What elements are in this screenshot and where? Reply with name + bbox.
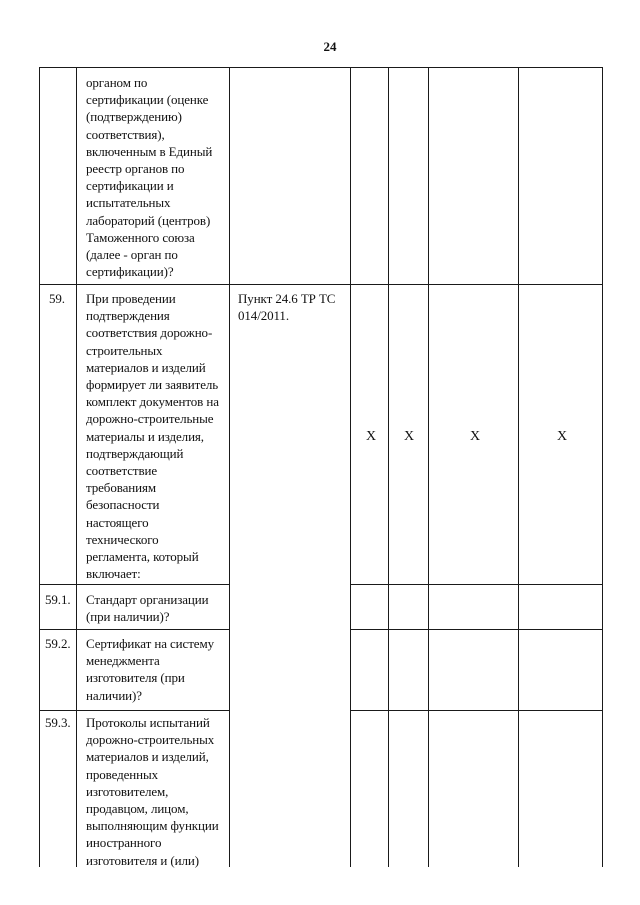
row-divider (39, 584, 229, 585)
row-divider (39, 629, 229, 630)
question-text: органом по сертификации (оценке (подтверждению) соответствия), включенным в Единый реестр органов по сертификации и испытательных лабораторий (центров) Таможенного союза (далее - орган по сертификации)? (86, 75, 213, 280)
item-number: 59.1. (45, 592, 71, 607)
page-number: 24 (323, 39, 337, 54)
question-text: При проведении подтверждения соответствия дорожно- строительных материалов и изделий формирует ли заявитель комплект документов на дорожно-строительные материалы и изделия, подтверждающий соответствие требованиям безопасности настоящего технического регламента, который включает: (86, 291, 219, 582)
item-number: 59.3. (45, 715, 71, 730)
row-divider (39, 710, 229, 711)
column-divider (388, 67, 389, 867)
item-number: 59. (49, 291, 65, 306)
column-divider (518, 67, 519, 867)
question-text: Протоколы испытаний дорожно-строительных материалов и изделий, проведенных изготовителем, продавцом, лицом, выполняющим функции иностранного изготовителя и (или) (86, 715, 219, 868)
legal-reference: Пункт 24.6 ТР ТС 014/2011. (238, 291, 336, 324)
column-divider (229, 67, 230, 867)
column-divider (428, 67, 429, 867)
question-text: Сертификат на систему менеджмента изготовителя (при наличии)? (86, 636, 214, 703)
mark-cell: X (469, 429, 481, 444)
table-border-left (39, 67, 40, 867)
item-number: 59.2. (45, 636, 71, 651)
mark-cell: X (403, 429, 415, 444)
column-divider (76, 67, 77, 867)
mark-cell: X (365, 429, 377, 444)
table-border-right (602, 67, 603, 867)
column-divider (350, 67, 351, 867)
question-text: Стандарт организации (при наличии)? (86, 592, 209, 625)
mark-cell: X (556, 429, 568, 444)
